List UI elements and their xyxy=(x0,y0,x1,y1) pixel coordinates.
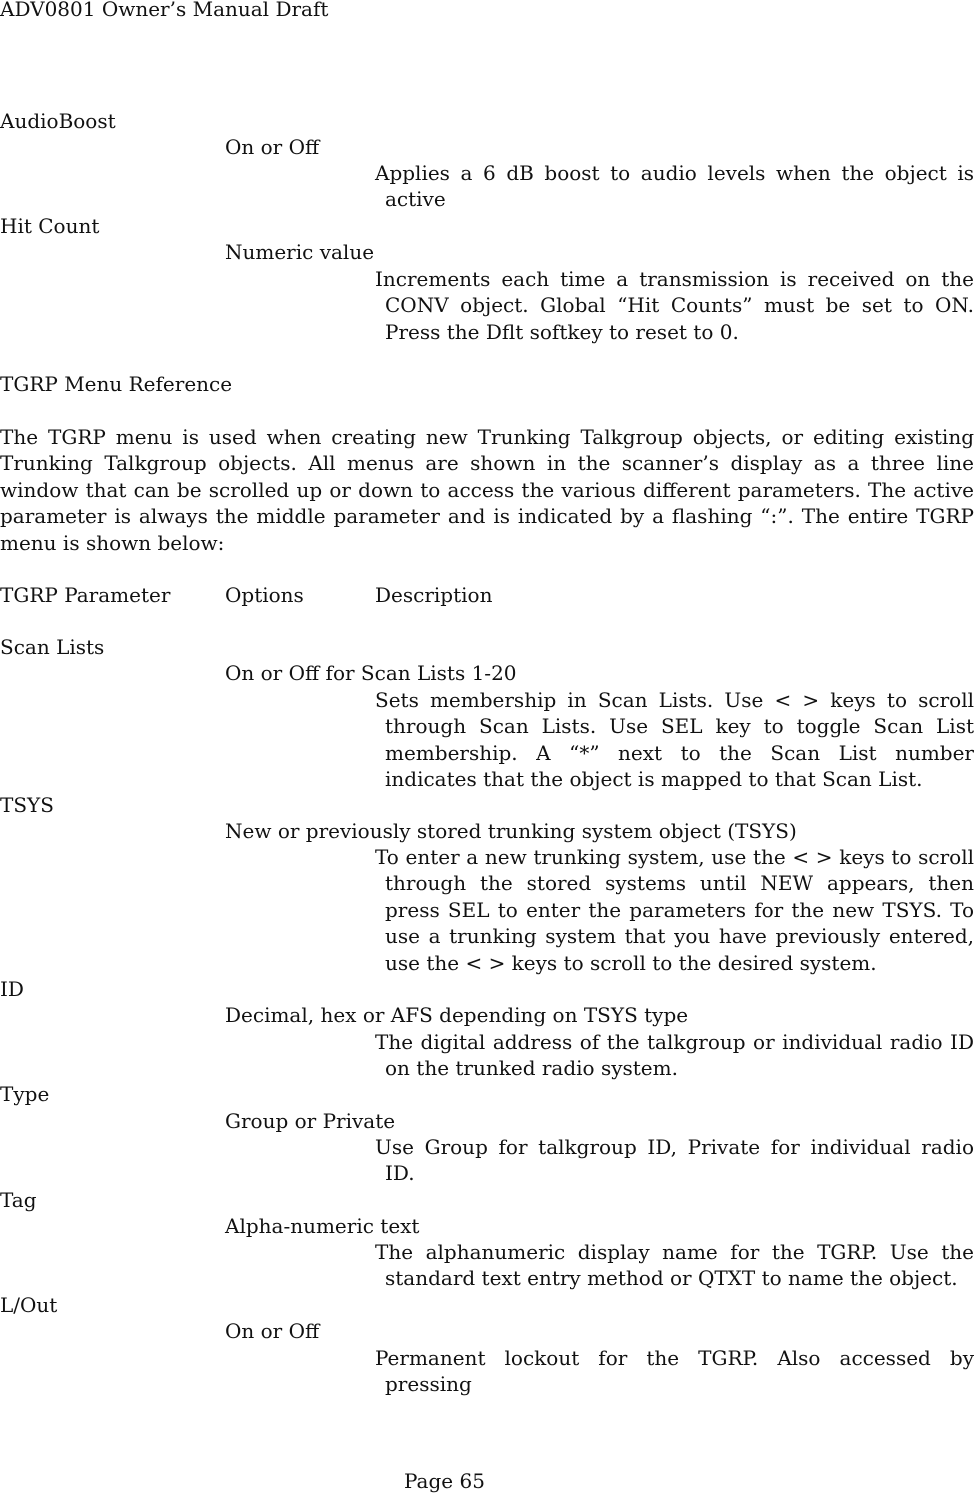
param-scanlists-description xyxy=(375,687,974,793)
param-lout-description xyxy=(375,1345,974,1398)
param-audioboost-description xyxy=(375,160,974,213)
param-lout-options: On or Off xyxy=(225,1319,320,1343)
description-text: Permanent lockout for the TGRP. Also accessed by pressing xyxy=(375,1346,974,1397)
description-text: Applies a 6 dB boost to audio levels when the object is active xyxy=(375,161,974,212)
param-scanlists-options: On or Off for Scan Lists 1-20 xyxy=(225,661,517,685)
param-audioboost-options: On or Off xyxy=(225,135,320,159)
description-text: Sets membership in Scan Lists. Use < > keys to scroll through Scan Lists. Use SEL key to toggle Scan List membership. A “*” next to the Scan List number indicates that the object is mapped to that Scan List. xyxy=(375,688,974,792)
param-type-options: Group or Private xyxy=(225,1109,396,1133)
column-header-description: Description xyxy=(375,583,493,607)
description-text: The alphanumeric display name for the TGRP. Use the standard text entry method or QTXT to name the object. xyxy=(375,1240,974,1291)
param-id-name: ID xyxy=(0,977,24,1001)
param-scanlists-name: Scan Lists xyxy=(0,635,105,659)
param-hitcount-name: Hit Count xyxy=(0,214,100,238)
section-title: TGRP Menu Reference xyxy=(0,372,233,396)
page-footer: Page 65 xyxy=(404,1469,485,1493)
param-id-description xyxy=(375,1029,974,1082)
param-tag-name: Tag xyxy=(0,1188,37,1212)
param-tsys-description xyxy=(375,844,974,976)
param-audioboost-name: AudioBoost xyxy=(0,109,116,133)
param-hitcount-options: Numeric value xyxy=(225,240,375,264)
description-text: Use Group for talkgroup ID, Private for individual radio ID. xyxy=(375,1135,974,1186)
param-tag-options: Alpha-numeric text xyxy=(225,1214,420,1238)
param-tsys-name: TSYS xyxy=(0,793,54,817)
description-text: To enter a new trunking system, use the < > keys to scroll through the stored systems until NEW appears, then press SEL to enter the parameters for the new TSYS. To use a trunking system that you have previously entered, use the < > keys to scroll to the desired system. xyxy=(375,845,974,975)
param-type-description xyxy=(375,1134,974,1187)
description-text: Increments each time a transmission is received on the CONV object. Global “Hit Counts” must be set to ON. Press the Dflt softkey to reset to 0. xyxy=(375,267,974,344)
param-lout-name: L/Out xyxy=(0,1293,58,1317)
section-intro: The TGRP menu is used when creating new Trunking Talkgroup objects, or editing existing Trunking Talkgroup objects. All menus are shown in the scanner’s display as a three line window that can be scrolled up or down to access the various different parameters. The active parameter is always the middle parameter and is indicated by a flashing “:”. The entire TGRP menu is shown below: xyxy=(0,425,974,555)
description-text: The digital address of the talkgroup or individual radio ID on the trunked radio system. xyxy=(375,1030,974,1081)
param-type-name: Type xyxy=(0,1082,50,1106)
column-header-options: Options xyxy=(225,583,304,607)
param-hitcount-description xyxy=(375,266,974,345)
page-header: ADV0801 Owner’s Manual Draft xyxy=(0,0,329,21)
param-tsys-options: New or previously stored trunking system object (TSYS) xyxy=(225,819,797,843)
param-id-options: Decimal, hex or AFS depending on TSYS type xyxy=(225,1003,689,1027)
column-header-parameter: TGRP Parameter xyxy=(0,583,171,607)
param-tag-description xyxy=(375,1239,974,1292)
